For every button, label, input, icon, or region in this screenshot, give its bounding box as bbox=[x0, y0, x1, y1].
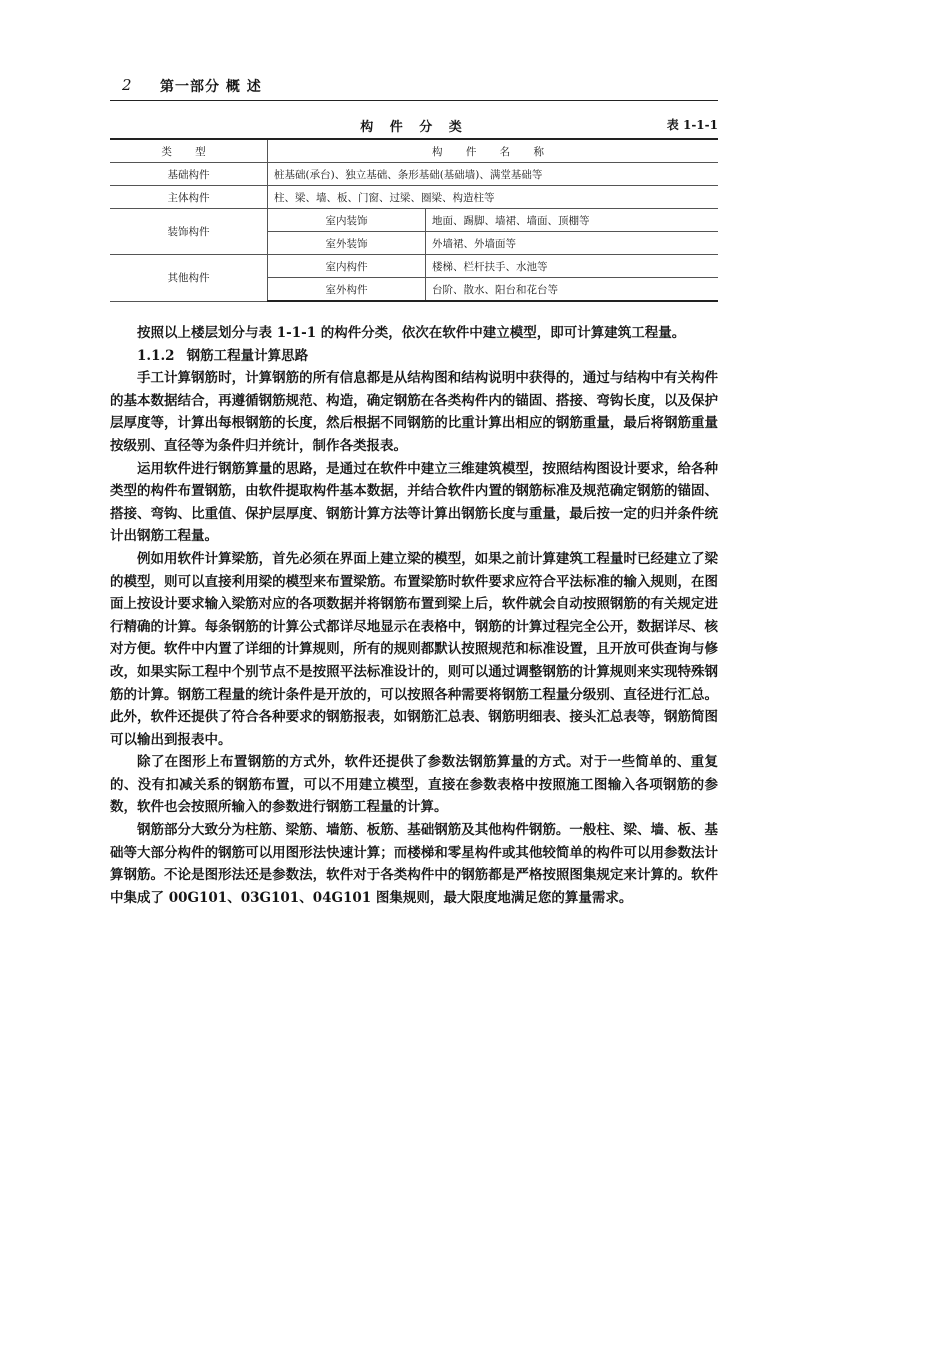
paragraph: 手工计算钢筋时，计算钢筋的所有信息都是从结构图和结构说明中获得的，通过与结构中有关构件的基本数据结合，再遵循钢筋规范、构造，确定钢筋在各类构件内的锚固、搭接、弯钩长度，以及保护层厚度等，计算出每根钢筋的长度，然后根据不同钢筋的比重计算出相应的钢筋重量，最后将钢筋重量按级别、直径等为条件归并统计，制作各类报表。 bbox=[110, 370, 718, 454]
table-header-row bbox=[110, 139, 718, 163]
column-header-name: 构 件 名 称 bbox=[268, 139, 719, 163]
component-classification-table bbox=[110, 138, 718, 302]
category-cell: 装饰构件 bbox=[110, 209, 268, 255]
paragraph: 按照以上楼层划分与表 1-1-1 的构件分类，依次在软件中建立模型，即可计算建筑工程量。 bbox=[137, 325, 686, 341]
column-header-type: 类 型 bbox=[110, 139, 268, 163]
category-cell: 基础构件 bbox=[110, 163, 268, 186]
names-cell: 桩基础(承台)、独立基础、条形基础(基础墙)、满堂基础等 bbox=[268, 163, 719, 186]
paragraph: 除了在图形上布置钢筋的方式外，软件还提供了参数法钢筋算量的方式。对于一些简单的、重复的、没有扣减关系的钢筋布置，可以不用建立模型，直接在参数表格中按照施工图输入各项钢筋的参数，软件也会按照所输入的参数进行钢筋工程量的计算。 bbox=[110, 754, 718, 816]
section-title: 钢筋工程量计算思路 bbox=[186, 347, 309, 364]
table-caption bbox=[110, 116, 718, 138]
paragraph: 运用软件进行钢筋算量的思路，是通过在软件中建立三维建筑模型，按照结构图设计要求，给各种类型的构件布置钢筋，由软件提取构件基本数据，并结合软件内置的钢筋标准及规范确定钢筋的锚固、搭接、弯钩、比重值、保护层厚度、钢筋计算方法等计算出钢筋长度与重量，最后按一定的归并条件统计出钢筋工程量。 bbox=[110, 460, 718, 545]
names-cell: 地面、踢脚、墙裙、墙面、顶棚等 bbox=[426, 209, 719, 232]
page-header bbox=[110, 70, 718, 101]
subcategory-cell: 室外装饰 bbox=[268, 232, 426, 255]
names-cell: 外墙裙、外墙面等 bbox=[426, 232, 719, 255]
subcategory-cell: 室外构件 bbox=[268, 278, 426, 302]
subcategory-cell: 室内构件 bbox=[268, 255, 426, 278]
page-number: 2 bbox=[122, 76, 132, 94]
section-number: 1.1.2 bbox=[137, 347, 175, 364]
names-cell: 台阶、散水、阳台和花台等 bbox=[426, 278, 719, 302]
table-number: 表 1-1-1 bbox=[666, 118, 718, 132]
names-cell: 柱、梁、墙、板、门窗、过梁、圈梁、构造柱等 bbox=[268, 186, 719, 209]
paragraph: 例如用软件计算梁筋，首先必须在界面上建立梁的模型，如果之前计算建筑工程量时已经建立了梁的模型，则可以直接利用梁的模型来布置梁筋。布置梁筋时软件要求应符合平法标准的输入规则，在图面上按设计要求输入梁筋对应的各项数据并将钢筋布置到梁上后，软件就会自动按照钢筋的有关规定进行精确的计算。每条钢筋的计算公式都详尽地显示在表格中，钢筋的计算过程完全公开，数据详尽、核对方便。软件中内置了详细的计算规则，所有的规则都默认按照规范和标准设置，且开放可供查询与修改，如果实际工程中个别节点不是按照平法标准设计的，则可以通过调整钢筋的计算规则来实现特殊钢筋的计算。钢筋工程量的统计条件是开放的，可以按照各种需要将钢筋工程量分级别、直径进行汇总。此外，软件还提供了符合各种要求的钢筋报表，如钢筋汇总表、钢筋明细表、接头汇总表等，钢筋简图可以输出到报表中。 bbox=[110, 550, 718, 748]
body-text bbox=[110, 322, 718, 909]
running-title: 第一部分 概 述 bbox=[160, 79, 262, 95]
paragraph: 钢筋部分大致分为柱筋、梁筋、墙筋、板筋、基础钢筋及其他构件钢筋。一般柱、梁、墙、板、基础等大部分构件的钢筋可以用图形法快速计算；而楼梯和零星构件或其他较简单的构件可以用参数法计算钢筋。不论是图形法还是参数法，软件对于各类构件中的钢筋都是严格按照图集规定来计算的。软件中集成了 00G101、03G101、04G101 图集规则，最大限度地满足您的算量需求。 bbox=[110, 822, 718, 906]
table-row bbox=[110, 163, 718, 186]
table-row bbox=[110, 186, 718, 209]
subcategory-cell: 室内装饰 bbox=[268, 209, 426, 232]
category-cell: 其他构件 bbox=[110, 255, 268, 302]
category-cell: 主体构件 bbox=[110, 186, 268, 209]
table-row bbox=[110, 255, 718, 278]
section-heading bbox=[110, 345, 718, 368]
table-title: 构 件 分 类 bbox=[360, 120, 468, 135]
names-cell: 楼梯、栏杆扶手、水池等 bbox=[426, 255, 719, 278]
table-row bbox=[110, 209, 718, 232]
